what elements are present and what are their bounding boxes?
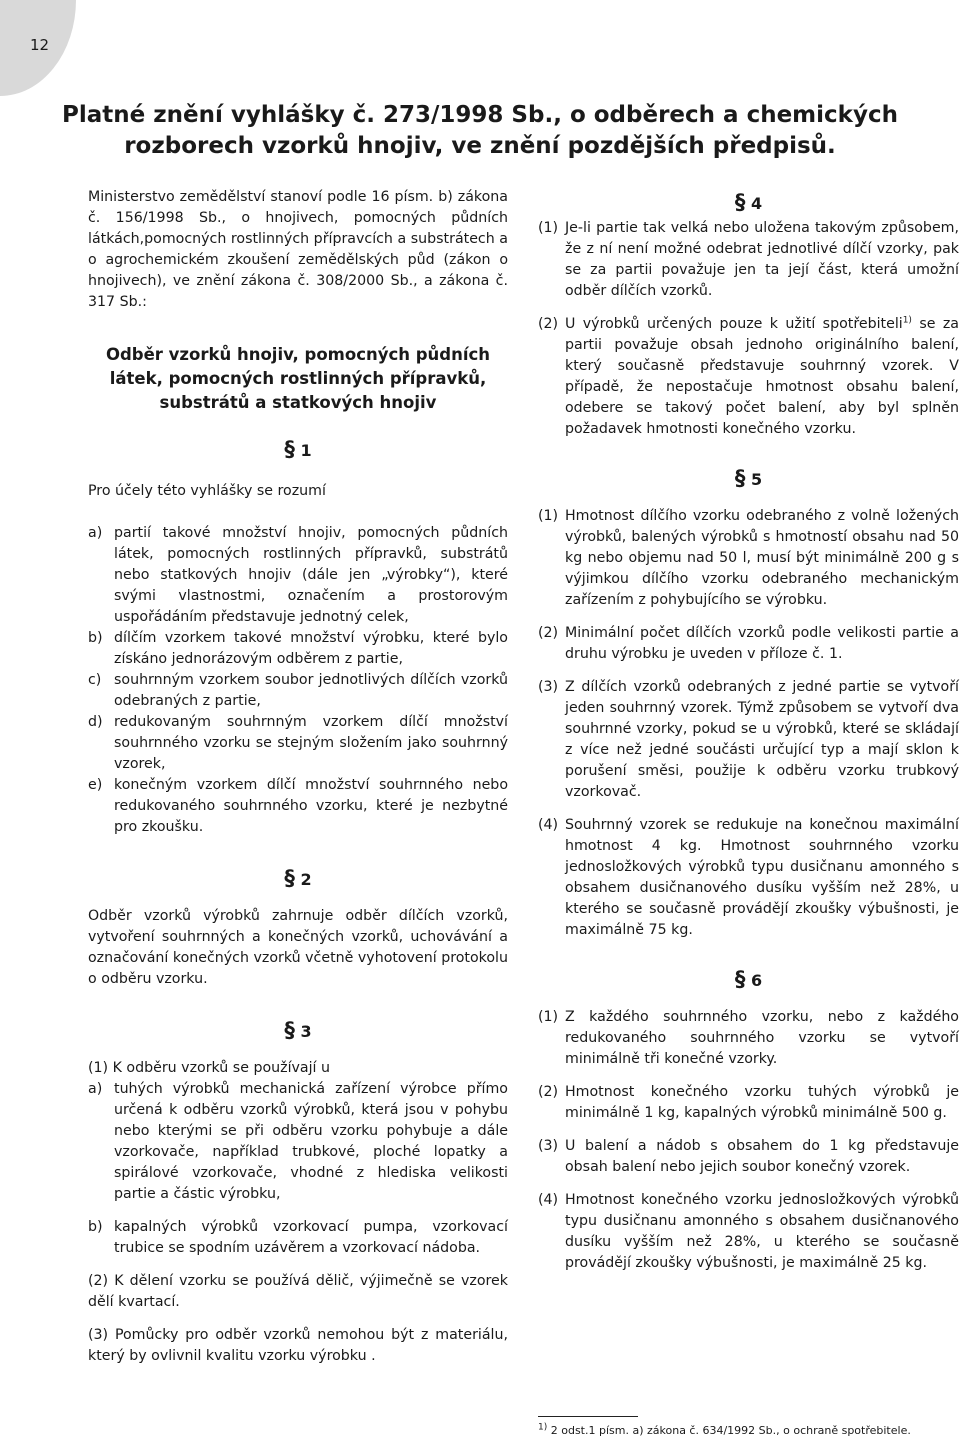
title-line-2: rozborech vzorků hnojiv, ve znění pozdějších předpisů. <box>124 133 836 159</box>
item-text: U výrobků určených pouze k užití spotřebiteli$^{1)}$ se za partii považuje obsah jednoho originálního balení, který současně představuje souhrnný vzorek. V případě, že nepostačuje hmotnost obsahu balení, odebere se takový počet balení, aby byl splněn požadavek hmotnosti konečného vzorku. <box>565 315 959 437</box>
item-text: redukovaným souhrnným vzorkem dílčí množství souhrnného vzorku se stejným složením jako souhrnný vzorek, <box>114 714 508 772</box>
item-text: U balení a nádob s obsahem do 1 kg představuje obsah balení nebo jejich soubor konečný vzorek. <box>565 1138 959 1175</box>
paragraph-2-text: Odběr vzorků výrobků zahrnuje odběr dílčích vzorků, vytvoření souhrnných a konečných vzorků, uchovávání a označování konečných vzorků včetně vyhotovení protokolu o odběru vzorku. <box>88 908 508 987</box>
paragraph-3-clause-1: (1) K odběru vzorků se používají u <box>88 1060 330 1076</box>
item-label: (3) <box>538 1138 559 1154</box>
paragraph-4-list <box>538 218 959 440</box>
paragraph-1-heading <box>88 439 508 461</box>
item-label: e) <box>88 777 103 793</box>
title-line-1: Platné znění vyhlášky č. 273/1998 Sb., o odběrech a chemických <box>62 102 898 128</box>
paragraph-5-list <box>538 506 959 941</box>
item-label: (2) <box>538 316 559 332</box>
item-label: (4) <box>538 1192 559 1208</box>
footnote-text: 2 odst.1 písm. a) zákona č. 634/1992 Sb., o ochraně spotřebitele. <box>547 1424 911 1437</box>
list-item <box>88 775 508 838</box>
item-text: souhrnným vzorkem soubor jednotlivých dílčích vzorků odebraných z partie, <box>114 672 508 709</box>
item-label: (4) <box>538 817 559 833</box>
paragraph-1-intro: Pro účely této vyhlášky se rozumí <box>88 483 326 499</box>
item-text: Souhrnný vzorek se redukuje na konečnou maximální hmotnost 4 kg. Hmotnost souhrnného vzorku jednosložkových výrobků typu dusičnanu amonného s obsahem dusičnanového dusíku vyšším než 28%, u kterého se současně provádějí zkoušky výbušnosti, je maximálně 75 kg. <box>565 817 959 938</box>
list-item <box>538 1136 959 1178</box>
paragraph-number: 2 <box>300 870 312 889</box>
list-item <box>538 815 959 941</box>
item-label: c) <box>88 672 102 688</box>
right-column <box>538 192 959 1274</box>
item-label: (1) <box>538 220 559 236</box>
paragraph-number: 4 <box>750 194 763 213</box>
item-text: tuhých výrobků mechanická zařízení výrobce přímo určená k odběru vzorků výrobků, která jsou v pohybu nebo kterými se při odběru vzorku pohybuje a dále vzorkovače, například trubkové, ploché lopatky a spirálové vzorkovače, vhodné z hlediska velikosti partie a částic výrobku, <box>114 1081 508 1202</box>
paragraph-3-list <box>88 1079 508 1259</box>
paragraph-3-heading <box>88 1020 508 1042</box>
section-symbol: § <box>734 190 746 214</box>
section-heading: Odběr vzorků hnojiv, pomocných půdních látek, pomocných rostlinných přípravků, substrátů a statkových hnojiv <box>105 345 491 412</box>
list-item <box>538 1007 959 1070</box>
left-column <box>88 187 508 1367</box>
paragraph-2-heading <box>88 868 508 890</box>
item-text: Z dílčích vzorků odebraných z jedné partie se vytvoří jeden souhrnný vzorek. Týmž způsobem se vytvoří dva souhrnné vzorky, pokud se u výrobků, které se skládají z více než jedné součásti určující typ a mají sklon k porušení směsi, použije k odběru vzorku trubkový vzorkovač. <box>565 679 959 800</box>
item-label: (1) <box>538 508 559 524</box>
page-number: 12 <box>30 36 50 54</box>
list-item <box>88 670 508 712</box>
item-label: (2) <box>538 625 559 641</box>
section-symbol: § <box>734 967 746 991</box>
item-label: (3) <box>538 679 559 695</box>
list-item <box>538 623 959 665</box>
list-item <box>538 218 959 302</box>
list-item <box>538 1082 959 1124</box>
item-text: konečným vzorkem dílčí množství souhrnného nebo redukovaného souhrnného vzorku, které je nezbytné pro zkoušku. <box>114 777 508 835</box>
item-label: b) <box>88 1219 103 1235</box>
footnote-mark: 1) <box>538 1422 548 1433</box>
section-symbol: § <box>284 866 295 890</box>
item-text: Minimální počet dílčích vzorků podle velikosti partie a druhu výrobku je uveden v příloze č. 1. <box>565 625 959 662</box>
footnote-reference: 1) <box>902 315 912 326</box>
list-item <box>88 628 508 670</box>
paragraph-number: 6 <box>750 971 763 990</box>
item-text: Hmotnost konečného vzorku jednosložkových výrobků typu dusičnanu amonného s obsahem dusičnanového dusíku vyšším než 28%, u kterého se současně provádějí zkoušky výbušnosti, je maximálně 25 kg. <box>565 1192 959 1271</box>
item-text: Hmotnost dílčího vzorku odebraného z volně ložených výrobků, balených výrobků s hmotností obsahu nad 50 kg nebo objemu nad 50 l, musí být minimálně 200 g s výjimkou dílčího vzorku odebraného mechanickým zařízením z pohybujícího se výrobku. <box>565 508 959 608</box>
item-label: a) <box>88 1081 103 1097</box>
item-label: (2) <box>538 1084 559 1100</box>
paragraph-6-list <box>538 1007 959 1274</box>
item-text: Je-li partie tak velká nebo uložena takovým způsobem, že z ní není možné odebrat jednotlivé dílčí vzorky, pak se za partii považuje jen ta její část, která umožní odběr dílčích vzorků. <box>565 220 959 299</box>
list-item <box>88 712 508 775</box>
paragraph-4-heading <box>538 192 959 214</box>
list-item <box>538 314 959 440</box>
document-title <box>0 100 960 162</box>
item-text: partií takové množství hnojiv, pomocných půdních látek, pomocných rostlinných přípravků, substrátů nebo statkových hnojiv (dále jen „výrobky“), které svými vlastnostmi, označením a prostorovým uspořádáním představuje jednotný celek, <box>114 525 508 625</box>
paragraph-number: 5 <box>750 470 763 489</box>
item-label: d) <box>88 714 103 730</box>
paragraph-3-clause-3: (3) Pomůcky pro odběr vzorků nemohou být z materiálu, který by ovlivnil kvalitu vzorku výrobku . <box>88 1327 508 1364</box>
list-item <box>538 1190 959 1274</box>
item-text: Z každého souhrnného vzorku, nebo z každého redukovaného souhrnného vzorku se vytvoří minimálně tři konečné vzorky. <box>565 1009 959 1067</box>
item-text: dílčím vzorkem takové množství výrobku, které bylo získáno jednorázovým odběrem z partie, <box>114 630 508 667</box>
footnote-divider <box>538 1416 638 1417</box>
footnote <box>538 1424 911 1437</box>
item-label: a) <box>88 525 103 541</box>
paragraph-1-list <box>88 523 508 838</box>
item-text: Hmotnost konečného vzorku tuhých výrobků je minimálně 1 kg, kapalných výrobků minimálně 500 g. <box>565 1084 959 1121</box>
paragraph-6-heading <box>538 969 959 991</box>
item-text: kapalných výrobků vzorkovací pumpa, vzorkovací trubice se spodním uzávěrem a vzorkovací nádoba. <box>114 1219 508 1256</box>
item-label: (1) <box>538 1009 559 1025</box>
list-item <box>88 1217 508 1259</box>
list-item <box>538 677 959 803</box>
section-symbol: § <box>284 437 295 461</box>
section-symbol: § <box>284 1018 295 1042</box>
paragraph-number: 3 <box>300 1022 312 1041</box>
paragraph-number: 1 <box>300 441 312 460</box>
section-symbol: § <box>734 466 746 490</box>
list-item <box>88 523 508 628</box>
list-item <box>88 1079 508 1205</box>
list-item <box>538 506 959 611</box>
paragraph-5-heading <box>538 468 959 490</box>
preamble: Ministerstvo zemědělství stanoví podle 16 písm. b) zákona č. 156/1998 Sb., o hnojivech, pomocných půdních látkách,pomocných rostlinných přípravcích a substrátech a o agrochemickém zkoušení zemědělských půd (zákon o hnojivech), ve znění zákona č. 308/2000 Sb., a zákona č. 317 Sb.: <box>88 189 508 310</box>
paragraph-3-clause-2: (2) K dělení vzorku se používá dělič, výjimečně se vzorek dělí kvartací. <box>88 1273 508 1310</box>
item-label: b) <box>88 630 103 646</box>
